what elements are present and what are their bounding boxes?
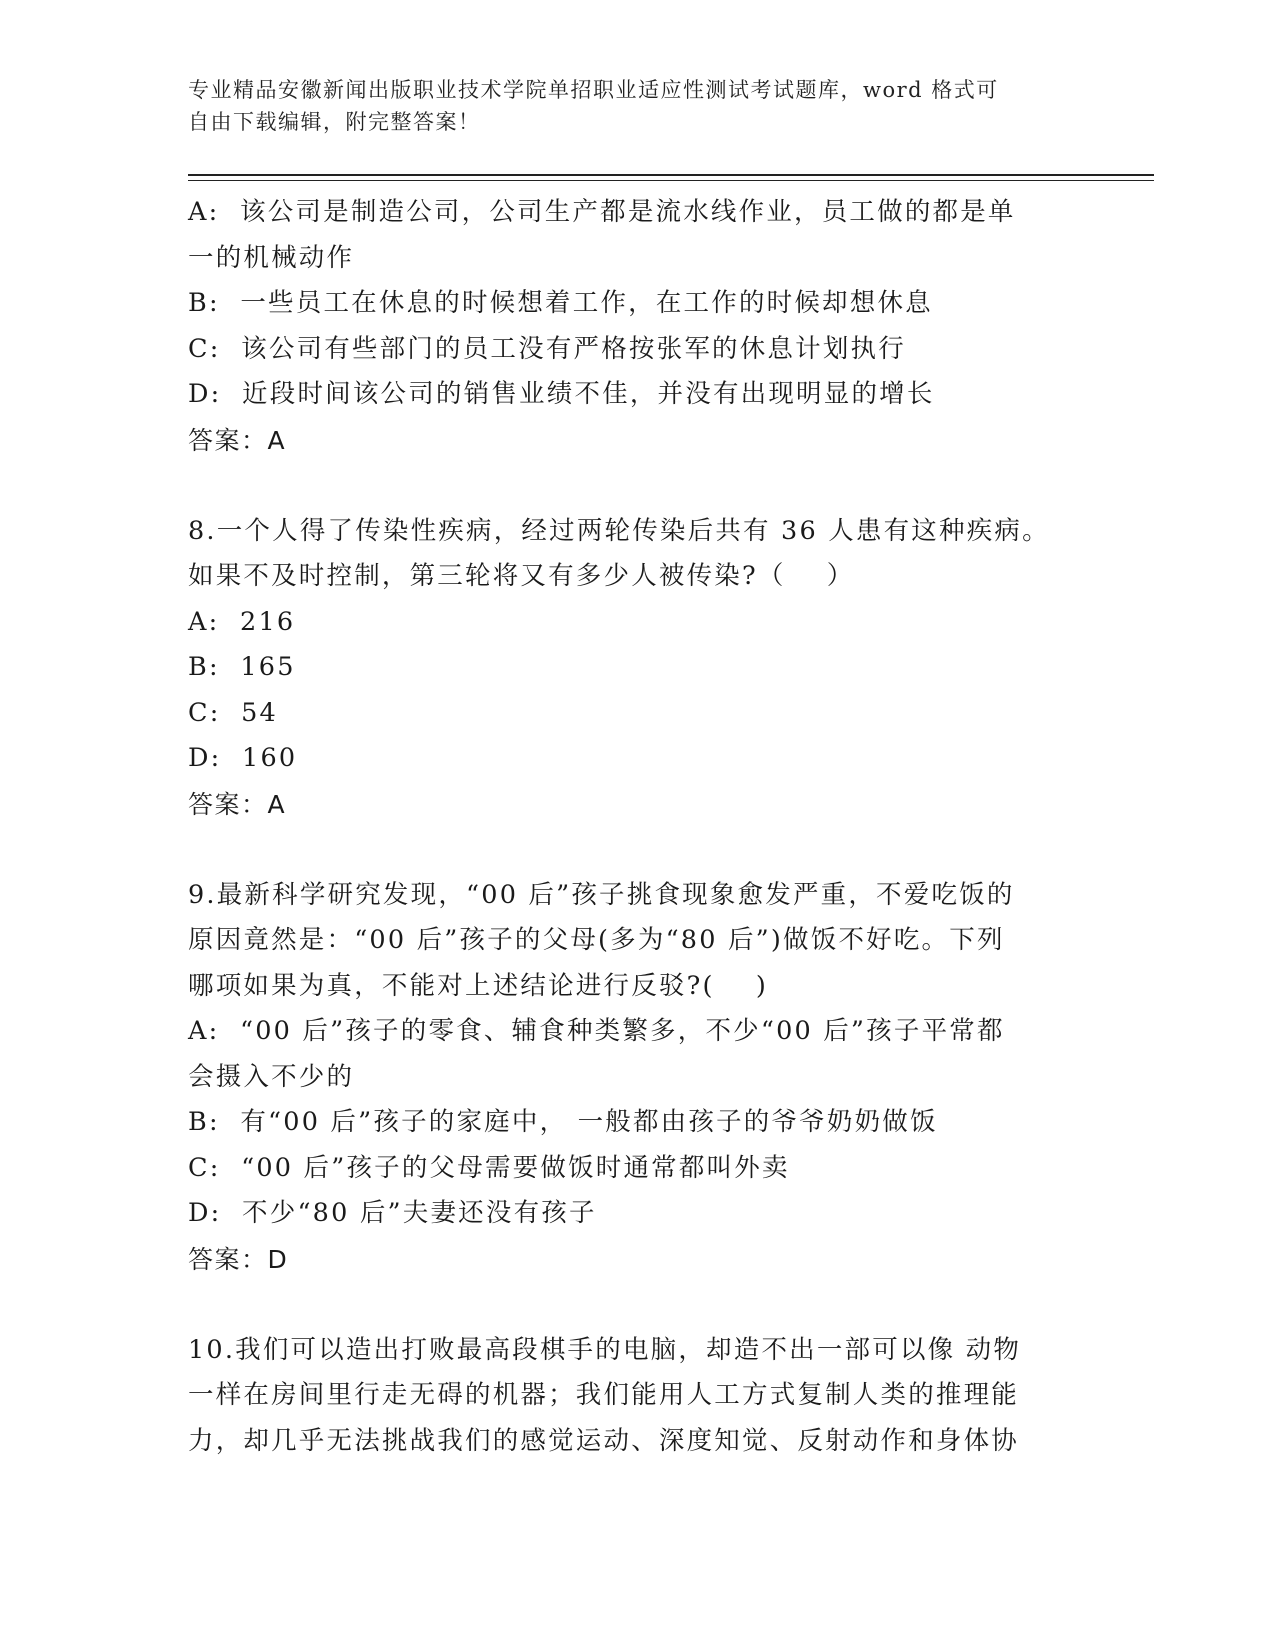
question-stem-line-3: 哪项如果为真，不能对上述结论进行反驳?( ) [188, 970, 768, 1001]
question-8 [188, 509, 1068, 828]
question-stem-line-2: 一样在房间里行走无碍的机器；我们能用人工方式复制人类的推理能 [188, 1380, 1020, 1410]
option-a-line-1: A: 该公司是制造公司，公司生产都是流水线作业，员工做的都是单 [188, 197, 1016, 227]
header-line-2: 自由下载编辑，附完整答案！ [188, 110, 481, 134]
question-7-tail [188, 190, 1068, 463]
question-stem-line-2: 原因竟然是：“00 后”孩子的父母(多为“80 后”)做饭不好吃。下列 [188, 925, 1005, 955]
option-c: C: 该公司有些部门的员工没有严格按张军的休息计划执行 [188, 333, 906, 364]
answer-line: 答案：D [188, 1244, 289, 1274]
option-b: B: 一些员工在休息的时候想着工作，在工作的时候却想休息 [188, 288, 933, 318]
question-10 [188, 1328, 1068, 1465]
document-body [188, 190, 1068, 1464]
header-line-1: 专业精品安徽新闻出版职业技术学院单招职业适应性测试考试题库，word 格式可 [188, 78, 999, 102]
option-a-line-1: A: “00 后”孩子的零食、辅食种类繁多，不少“00 后”孩子平常都 [188, 1016, 1005, 1046]
option-c: C: 54 [188, 697, 278, 728]
question-stem-line-2: 如果不及时控制，第三轮将又有多少人被传染?（ ） [188, 561, 855, 591]
spacer [188, 463, 1068, 509]
header-rule-thick [188, 174, 1154, 176]
question-9 [188, 873, 1068, 1283]
question-stem-line-3: 力，却几乎无法挑战我们的感觉运动、深度知觉、反射动作和身体协 [188, 1425, 1020, 1456]
option-a-line-2: 一的机械动作 [188, 242, 355, 273]
option-b: B: 165 [188, 652, 296, 682]
option-d: D: 160 [188, 743, 298, 773]
option-d: D: 近段时间该公司的销售业绩不佳，并没有出现明显的增长 [188, 379, 935, 409]
page-header [188, 74, 1068, 138]
option-a: A: 216 [188, 606, 296, 637]
spacer [188, 1282, 1068, 1328]
question-stem-line-1: 8.一个人得了传染性疾病，经过两轮传染后共有 36 人患有这种疾病。 [188, 515, 1050, 546]
answer-line: 答案：A [188, 789, 287, 819]
question-stem-line-1: 10.我们可以造出打败最高段棋手的电脑，却造不出一部可以像 动物 [188, 1334, 1022, 1365]
option-d: D: 不少“80 后”夫妻还没有孩子 [188, 1198, 597, 1228]
header-rule-thin [188, 180, 1154, 181]
option-a-line-2: 会摄入不少的 [188, 1061, 355, 1092]
spacer [188, 827, 1068, 873]
question-stem-line-1: 9.最新科学研究发现，“00 后”孩子挑食现象愈发严重，不爱吃饭的 [188, 879, 1015, 910]
option-c: C: “00 后”孩子的父母需要做饭时通常都叫外卖 [188, 1152, 790, 1183]
answer-line: 答案：A [188, 425, 287, 455]
option-b: B: 有“00 后”孩子的家庭中， 一般都由孩子的爷爷奶奶做饭 [188, 1107, 938, 1137]
